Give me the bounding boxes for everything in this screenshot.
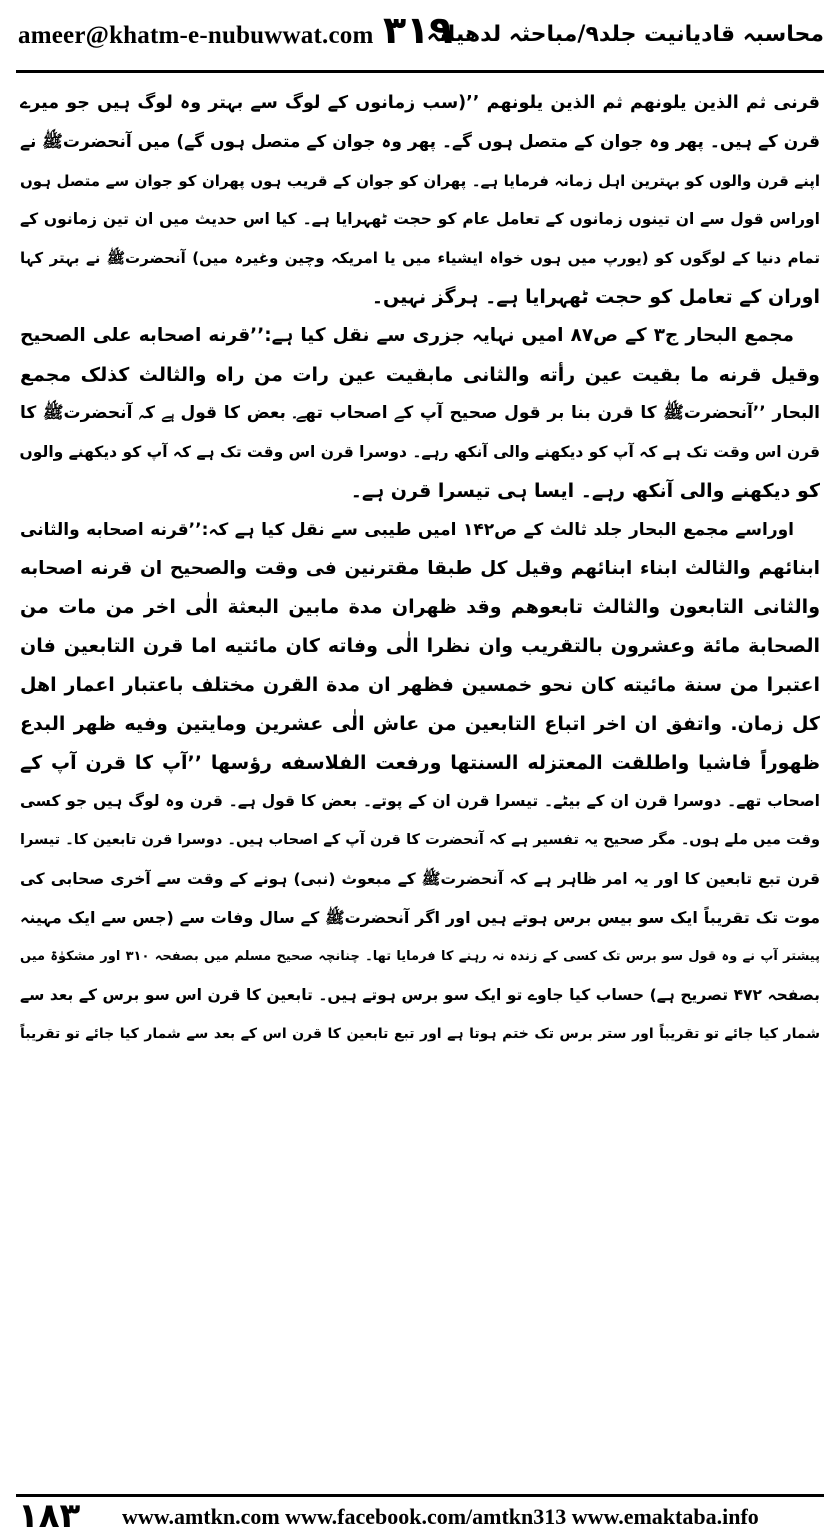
page-body — [20, 84, 820, 1484]
text-line: پیشتر آپ نے وہ قول سو برس تک کسی کے زندہ نہ رہنے کا فرمایا تھا۔ چنانچہ صحیح مسلم میں بصفحہ ۳۱۰ اور مشکوٰۃ میں — [20, 948, 820, 964]
text-line: قرنی ثم الذین یلونهم ثم الذین یلونهم ’’(سب زمانوں کے لوگ سے بہتر وہ لوگ ہیں جو میرے — [20, 93, 820, 113]
text-line: کو دیکھنے والی آنکھ رہے۔ ایسا ہی تیسرا قرن ہے۔ — [350, 479, 820, 502]
text-line: قرن اس وقت تک ہے کہ آپ کو دیکھنے والی آنکھ رہے۔ دوسرا قرن اس وقت تک ہے کہ آپ کو دیکھنے والوں — [20, 443, 820, 462]
text-line: تمام دنیا کے لوگوں کو (یورپ میں ہوں خواہ ایشیاء میں یا امریکہ وچین وغیرہ میں) آنحضرتﷺ نے بہتر کہا — [20, 249, 820, 268]
page-footer — [0, 1492, 840, 1540]
text-line: اوران کے تعامل کو حجت ٹھہرایا ہے۔ ہرگز نہیں۔ — [371, 285, 820, 308]
text-line: موت تک تقریباً ایک سو بیس برس ہوتے ہیں اور اگر آنحضرتﷺ کے سال وفات سے (جس سے ایک مہینہ — [20, 907, 820, 927]
text-line: اپنے قرن والوں کو بہترین اہل زمانہ فرمایا ہے۔ پھران کو جوان کے قریب ہوں پھران کو جوان سے متصل ہوں — [20, 171, 820, 190]
text-line: البحار ’’آنحضرتﷺ کا قرن بنا بر قول صحیح آپ کے اصحاب تھے۔ بعض کا قول ہے کہ آنحضرتﷺ کا — [20, 403, 820, 424]
text-line: الصحابة مائة وعشرون بالتقریب وان نظرا الٰی وفاته کان مائتیه اما قرن التابعین فان — [20, 635, 820, 658]
page-header — [0, 0, 840, 74]
header-book-title: محاسبہ قادیانیت جلد۹/مباحثہ لدھیانہ — [426, 22, 824, 47]
text-line: ظهوراً فاشیا واطلقت المعتزله السنتها ورفعت الفلاسفه رؤسها ’’آپ کا قرن آپ کے — [20, 751, 820, 774]
header-page-number: ۳۱۹ — [383, 8, 453, 52]
footer-website-links: www.amtkn.com www.facebook.com/amtkn313 www.emaktaba.info — [122, 1504, 759, 1529]
text-line: اوراسے مجمع البحار جلد ثالث کے ص۱۴۲ امیں طیبی سے نقل کیا ہے کہ:’’قرنه اصحابه والثانی — [20, 519, 794, 540]
text-line: اوراس قول سے ان تینوں زمانوں کے تعامل عام کو حجت ٹھہرایا ہے۔ کیا اس حدیث میں ان تین زمانوں کے — [20, 210, 820, 229]
text-line: اعتبرا من سنة مائیته کان نحو خمسین فظهر ان مدة القرن مختلف باعتبار اعمار اهل — [20, 673, 820, 696]
text-line: قرن تبع تابعین کا اور یہ امر ظاہر ہے کہ آنحضرتﷺ کے مبعوث (نبی) ہونے کے وقت سے آخری صحابی کی — [20, 869, 820, 888]
text-line: اصحاب تھے۔ دوسرا قرن ان کے بیٹے۔ تیسرا قرن ان کے پوتے۔ بعض کا قول ہے۔ قرن وہ لوگ ہیں جو کسی — [20, 792, 820, 811]
text-line: ابنائهم والثالث ابناء ابنائهم وقیل کل طبقا مقترنین فی وقت والصحیح ان قرنه اصحابه — [20, 557, 820, 579]
text-line: والثانی التابعون والثالث تابعوهم وقد ظهران مدة مابین البعثة الٰی اخر من مات من — [20, 596, 820, 619]
text-line: مجمع البحار ج۳ کے ص۸۷ امیں نہایہ جزری سے نقل کیا ہے:’’قرنه اصحابه علی الصحیح — [20, 324, 794, 346]
text-line: قرن کے ہیں۔ پھر وہ جوان کے متصل ہوں گے۔ پھر وہ جوان کے متصل ہوں گے) میں آنحضرتﷺ نے — [20, 131, 820, 152]
header-divider — [16, 70, 824, 73]
header-email: ameer@khatm-e-nubuwwat.com — [18, 22, 374, 49]
footer-page-number: ۱۸۳ — [18, 1496, 81, 1536]
text-line: کل زمان. واتفق ان اخر اتباع التابعین من عاش الٰی عشرین ومایتین وفیه ظهر البدع — [20, 712, 820, 735]
footer-divider — [16, 1494, 824, 1497]
text-line: وقت میں ملے ہوں۔ مگر صحیح یہ تفسیر ہے کہ آنحضرت کا قرن آپ کے اصحاب ہیں۔ دوسرا قرن تابعین کا۔ تیسرا — [20, 832, 820, 849]
text-line: شمار کیا جائے تو تقریباً اور ستر برس تک ختم ہوتا ہے اور تبع تابعین کا قرن اس کے بعد سے شمار کیا جائے تو تقریباً — [20, 1026, 820, 1043]
text-line: وقیل قرنه ما بقیت عین رأته والثانی مابقیت عین رات من راه والثالث کذلک مجمع — [20, 363, 820, 386]
text-line: بصفحہ ۴۷۲ تصریح ہے) حساب کیا جاوے تو ایک سو برس ہوتے ہیں۔ تابعین کا قرن اس سو برس کے بعد سے — [20, 986, 820, 1005]
